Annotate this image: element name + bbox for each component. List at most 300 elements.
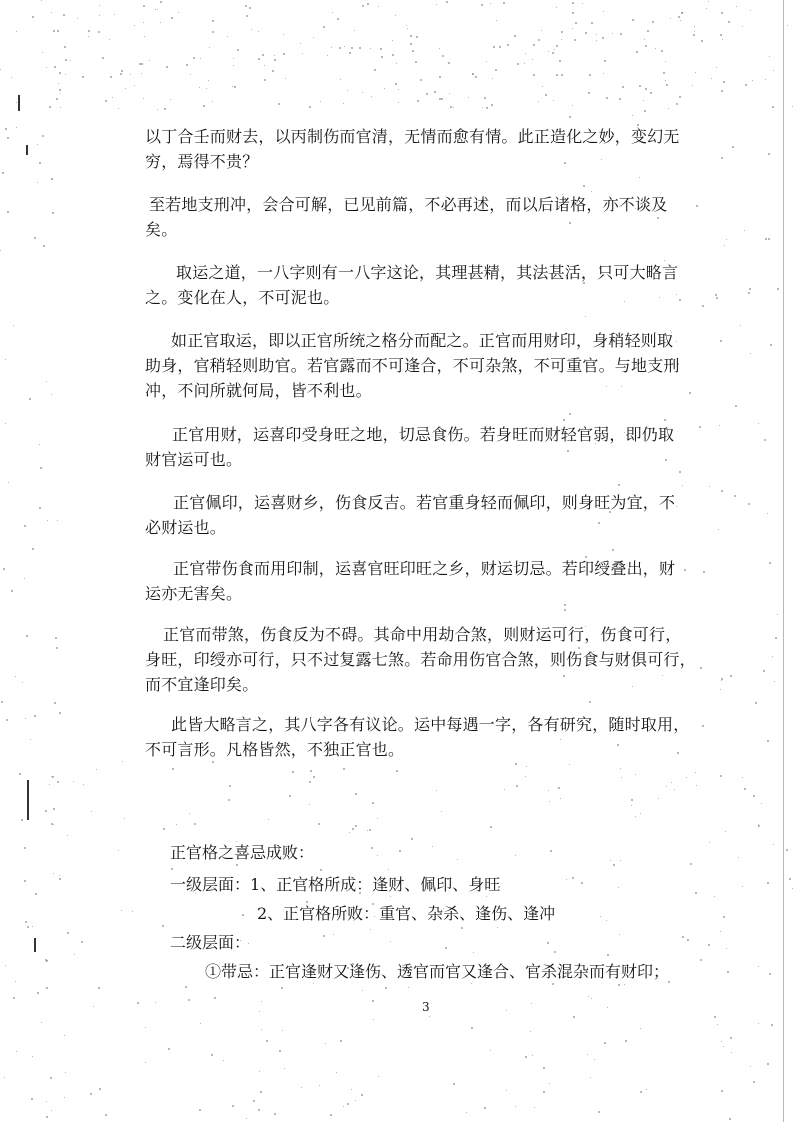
scan-speckle	[16, 127, 17, 128]
scan-speckle	[199, 87, 200, 88]
scan-speckle	[434, 91, 436, 93]
scan-speckle	[575, 22, 577, 24]
scan-speckle	[51, 12, 52, 13]
scan-speckle	[11, 77, 12, 78]
scan-speckle	[0, 250, 1, 251]
scan-speckle	[81, 941, 83, 943]
scan-speckle	[46, 987, 48, 989]
scan-speckle	[8, 482, 9, 483]
text-line: 至若地支刑冲，会合可解，已见前篇，不必再述，而以后诸格，亦不谈及	[149, 195, 668, 214]
scan-speckle	[121, 70, 123, 72]
scan-speckle	[461, 927, 463, 929]
paragraph-9	[145, 712, 745, 762]
scan-speckle	[58, 83, 59, 84]
scan-speckle	[769, 56, 770, 57]
scan-speckle	[558, 787, 560, 789]
scan-speckle	[37, 144, 38, 145]
scan-speckle	[369, 829, 371, 831]
scan-speckle	[157, 9, 158, 10]
scan-speckle	[372, 1000, 374, 1002]
scan-speckle	[301, 1087, 302, 1088]
scan-speckle	[67, 835, 68, 836]
scan-speckle	[125, 88, 126, 89]
scan-speckle	[543, 1091, 545, 1093]
scan-speckle	[644, 110, 646, 112]
scan-speckle	[516, 785, 518, 787]
scan-speckle	[547, 942, 549, 944]
scan-speckle	[492, 78, 493, 79]
scan-speckle	[602, 37, 604, 39]
scan-speckle	[769, 973, 771, 975]
scan-speckle	[432, 846, 433, 847]
binding-edge-mark	[26, 145, 28, 155]
scan-speckle	[309, 106, 311, 108]
scan-speckle	[493, 46, 495, 48]
scan-speckle	[610, 860, 611, 861]
scan-speckle	[40, 467, 42, 469]
scan-speckle	[792, 106, 793, 107]
scan-speckle	[604, 60, 606, 62]
paragraph-3	[145, 260, 745, 310]
scan-speckle	[347, 90, 348, 91]
scan-speckle	[727, 971, 729, 973]
scan-speckle	[441, 811, 442, 812]
scan-speckle	[504, 789, 505, 790]
scan-speckle	[665, 61, 666, 62]
scan-speckle	[332, 12, 333, 13]
scan-speckle	[441, 98, 443, 100]
scan-speckle	[24, 847, 26, 849]
scan-speckle	[359, 47, 361, 49]
scan-speckle	[309, 781, 311, 783]
text-line: 身旺，印绶亦可行，只不过复露七煞。若命用伤官合煞，则伤食与财俱可行，	[145, 650, 696, 669]
scan-speckle	[246, 15, 248, 17]
scan-speckle	[680, 20, 681, 21]
scan-speckle	[362, 5, 364, 7]
scan-speckle	[572, 105, 573, 106]
scan-speckle	[590, 1077, 591, 1078]
scan-speckle	[724, 245, 725, 246]
scan-speckle	[619, 98, 621, 100]
scan-speckle	[190, 74, 191, 75]
text-line: 取运之道，一八字则有一八字这论，其理甚精，其法甚活，只可大略言	[176, 263, 679, 282]
scan-speckle	[395, 83, 397, 85]
scan-speckle	[59, 875, 60, 876]
scan-speckle	[448, 62, 450, 64]
scan-speckle	[164, 108, 166, 110]
outline-level2-item1: ①带忌：正官逢财又逢伤、透官而官又逢合、官杀混杂而有财印；	[205, 962, 670, 981]
scan-speckle	[378, 6, 379, 7]
scan-speckle	[59, 89, 61, 91]
scan-speckle	[604, 1042, 606, 1044]
scan-speckle	[325, 1043, 326, 1044]
scan-speckle	[676, 103, 678, 105]
scan-speckle	[73, 781, 74, 782]
scan-speckle	[549, 1083, 550, 1084]
scan-speckle	[5, 965, 6, 966]
scan-speckle	[166, 66, 168, 68]
scan-speckle	[56, 98, 58, 100]
scan-speckle	[694, 26, 695, 27]
scan-speckle	[549, 801, 550, 802]
binding-edge-mark	[18, 95, 20, 111]
scan-speckle	[742, 26, 743, 27]
scan-speckle	[735, 405, 737, 407]
scan-speckle	[687, 939, 689, 941]
scan-speckle	[636, 51, 638, 53]
scan-speckle	[655, 48, 656, 49]
scan-speckle	[162, 925, 164, 927]
scan-speckle	[758, 423, 759, 424]
scan-speckle	[674, 789, 675, 790]
scan-speckle	[392, 40, 393, 41]
scan-speckle	[274, 55, 275, 56]
scan-speckle	[289, 795, 291, 797]
scan-speckle	[635, 774, 636, 775]
scan-speckle	[548, 51, 549, 52]
scan-speckle	[600, 916, 601, 917]
scan-speckle	[554, 951, 556, 953]
scan-speckle	[99, 5, 100, 6]
scan-speckle	[554, 49, 555, 50]
scan-speckle	[445, 947, 447, 949]
scan-speckle	[736, 6, 737, 7]
scan-speckle	[390, 896, 391, 897]
text-line: 矣。	[145, 220, 178, 239]
scan-speckle	[264, 79, 266, 81]
scan-speckle	[503, 2, 505, 4]
scan-speckle	[282, 1030, 283, 1031]
scan-speckle	[64, 46, 66, 48]
scan-speckle	[449, 93, 450, 94]
scan-speckle	[171, 17, 173, 19]
scan-speckle	[21, 819, 23, 821]
scan-speckle	[228, 799, 230, 801]
scan-speckle	[723, 1046, 724, 1047]
scan-speckle	[344, 46, 345, 47]
scan-speckle	[543, 1067, 545, 1069]
scan-speckle	[742, 886, 743, 887]
scan-speckle	[564, 609, 566, 611]
scan-speckle	[227, 36, 228, 37]
scan-speckle	[371, 847, 373, 849]
scan-speckle	[98, 987, 100, 989]
scan-speckle	[531, 1003, 532, 1004]
scan-speckle	[327, 55, 328, 56]
scan-speckle	[7, 137, 9, 139]
scan-speckle	[200, 58, 201, 59]
scan-speckle	[561, 31, 563, 33]
scan-speckle	[721, 1090, 723, 1092]
scan-speckle	[750, 10, 751, 11]
scan-speckle	[16, 1051, 17, 1052]
scan-speckle	[490, 3, 491, 4]
scan-speckle	[742, 777, 743, 778]
scan-speckle	[472, 73, 474, 75]
scan-speckle	[5, 128, 7, 130]
scan-speckle	[738, 857, 739, 858]
scan-speckle	[716, 67, 717, 68]
scan-speckle	[178, 12, 179, 13]
scan-speckle	[355, 793, 357, 795]
text-line: 以丁合壬而财去，以丙制伤而官清，无情而愈有情。此正造化之妙，变幻无	[145, 127, 680, 146]
scan-speckle	[53, 808, 55, 810]
scan-speckle	[5, 423, 6, 424]
scan-speckle	[786, 849, 788, 851]
scan-speckle	[352, 828, 354, 830]
scan-speckle	[486, 896, 487, 897]
scan-speckle	[439, 48, 440, 49]
scan-speckle	[60, 107, 61, 108]
scan-speckle	[588, 996, 589, 997]
scan-speckle	[708, 1, 709, 2]
scan-speckle	[340, 1040, 342, 1042]
scan-speckle	[143, 98, 144, 99]
text-line: 不可言形。凡格皆然，不独正官也。	[145, 740, 405, 759]
scan-speckle	[2, 172, 4, 174]
scan-speckle	[721, 12, 723, 14]
scan-speckle	[765, 238, 767, 240]
scan-speckle	[563, 419, 565, 421]
binding-edge-mark	[34, 938, 36, 952]
scan-speckle	[588, 92, 590, 94]
scan-speckle	[768, 153, 770, 155]
scan-speckle	[349, 52, 351, 54]
scan-speckle	[482, 107, 483, 108]
scan-speckle	[121, 910, 122, 911]
scan-speckle	[572, 28, 573, 29]
scan-speckle	[730, 1037, 732, 1039]
scan-speckle	[114, 14, 115, 15]
scan-speckle	[3, 568, 5, 570]
scan-speckle	[170, 99, 171, 100]
scan-speckle	[767, 740, 769, 742]
scan-speckle	[5, 359, 6, 360]
scan-speckle	[186, 64, 188, 66]
scan-speckle	[41, 0, 42, 1]
scan-speckle	[643, 100, 644, 101]
scan-speckle	[603, 73, 604, 74]
scan-speckle	[232, 86, 233, 87]
scan-speckle	[371, 96, 372, 97]
scan-speckle	[560, 798, 561, 799]
scan-speckle	[706, 8, 707, 9]
scan-speckle	[262, 54, 264, 56]
scan-speckle	[772, 106, 774, 108]
scan-speckle	[666, 84, 668, 86]
scan-speckle	[569, 116, 571, 118]
scan-speckle	[98, 31, 100, 33]
scan-speckle	[538, 101, 539, 102]
scan-speckle	[194, 823, 196, 825]
scan-speckle	[283, 53, 285, 55]
scan-speckle	[607, 1007, 608, 1008]
scan-speckle	[59, 712, 61, 714]
scan-speckle	[621, 777, 622, 778]
scan-speckle	[31, 1098, 33, 1100]
scan-speckle	[556, 74, 558, 76]
scan-speckle	[701, 40, 703, 42]
scan-speckle	[261, 1029, 262, 1030]
scan-speckle	[753, 1081, 755, 1083]
scan-speckle	[137, 1002, 139, 1004]
scan-speckle	[585, 32, 587, 34]
scan-speckle	[406, 25, 407, 26]
scan-speckle	[556, 45, 558, 47]
scan-speckle	[453, 1083, 455, 1085]
scan-speckle	[245, 5, 247, 7]
scan-speckle	[232, 1105, 234, 1107]
scan-speckle	[589, 74, 591, 76]
scan-speckle	[284, 1068, 285, 1069]
scan-speckle	[714, 896, 715, 897]
scan-speckle	[665, 80, 666, 81]
scan-speckle	[53, 824, 54, 825]
text-line: 正官带伤食而用印制，运喜官旺印旺之乡，财运切忌。若印绶叠出，财	[173, 559, 676, 578]
scan-speckle	[594, 1059, 595, 1060]
scan-speckle	[644, 39, 645, 40]
scan-speckle	[63, 14, 65, 16]
scan-speckle	[118, 108, 119, 109]
scan-speckle	[700, 959, 702, 961]
scan-speckle	[26, 635, 28, 637]
scan-speckle	[157, 109, 158, 110]
scan-speckle	[258, 58, 260, 60]
scan-speckle	[43, 245, 45, 247]
scan-speckle	[34, 715, 36, 717]
scan-speckle	[211, 1054, 213, 1056]
scan-speckle	[396, 770, 398, 772]
scan-speckle	[4, 1077, 5, 1078]
text-line: 正官佩印，运喜财乡，伤食反吉。若官重身轻而佩印，则身旺为宜，不	[173, 493, 676, 512]
scan-speckle	[24, 578, 25, 579]
scan-speckle	[620, 860, 621, 861]
scan-speckle	[645, 88, 647, 90]
scan-speckle	[457, 859, 458, 860]
scan-speckle	[696, 785, 697, 786]
scan-speckle	[65, 59, 67, 61]
scan-speckle	[679, 96, 681, 98]
scan-speckle	[49, 784, 50, 785]
scan-speckle	[370, 48, 371, 49]
scan-speckle	[639, 177, 640, 178]
scan-speckle	[412, 50, 414, 52]
scan-speckle	[109, 39, 110, 40]
scan-speckle	[39, 444, 40, 445]
scan-speckle	[46, 1101, 47, 1102]
text-line: 此皆大略言之，其八字各有议论。运中每遇一字，各有研究，随时取用，	[171, 715, 690, 734]
scan-speckle	[506, 1010, 507, 1011]
scan-speckle	[57, 781, 59, 783]
scan-speckle	[362, 92, 363, 93]
scan-speckle	[635, 816, 636, 817]
scan-speckle	[640, 1028, 641, 1029]
scan-speckle	[622, 86, 624, 88]
scan-speckle	[102, 57, 104, 59]
scan-speckle	[361, 1094, 363, 1096]
scan-speckle	[589, 701, 591, 703]
scan-speckle	[214, 997, 216, 999]
scan-speckle	[320, 101, 321, 102]
scan-speckle	[569, 413, 571, 415]
scan-speckle	[313, 983, 314, 984]
scan-speckle	[105, 1114, 107, 1116]
scan-speckle	[408, 987, 409, 988]
scan-speckle	[251, 29, 252, 30]
scan-speckle	[453, 107, 454, 108]
scan-speckle	[596, 40, 597, 41]
scan-speckle	[49, 106, 51, 108]
scan-speckle	[45, 810, 47, 812]
scan-speckle	[377, 855, 378, 856]
scan-speckle	[349, 832, 350, 833]
scan-speckle	[30, 739, 31, 740]
scan-speckle	[550, 850, 552, 852]
scan-speckle	[524, 63, 525, 64]
scan-speckle	[714, 1016, 716, 1018]
scan-speckle	[380, 48, 382, 50]
scan-speckle	[372, 802, 374, 804]
scan-speckle	[407, 28, 408, 29]
scan-speckle	[758, 966, 759, 967]
scan-speckle	[370, 929, 371, 930]
scan-speckle	[514, 35, 516, 37]
scan-speckle	[721, 90, 723, 92]
scan-speckle	[27, 926, 29, 928]
scan-speckle	[517, 63, 519, 65]
scan-speckle	[185, 986, 187, 988]
scan-speckle	[110, 76, 112, 78]
scan-speckle	[236, 864, 238, 866]
scan-speckle	[446, 1, 448, 3]
scan-speckle	[631, 805, 632, 806]
scan-speckle	[120, 73, 122, 75]
scan-speckle	[694, 31, 695, 32]
scan-speckle	[70, 60, 71, 61]
scan-speckle	[47, 520, 48, 521]
scan-speckle	[507, 44, 509, 46]
scan-speckle	[723, 916, 725, 918]
scan-speckle	[390, 941, 391, 942]
scan-speckle	[11, 590, 13, 592]
scan-speckle	[259, 1071, 260, 1072]
scan-speckle	[670, 18, 671, 19]
scan-speckle	[491, 104, 493, 106]
scan-speckle	[709, 842, 710, 843]
scan-speckle	[155, 9, 156, 10]
scan-speckle	[0, 69, 1, 70]
scan-speckle	[486, 61, 487, 62]
scan-speckle	[209, 47, 210, 48]
text-line: 冲，不问所就何局，皆不利也。	[145, 381, 372, 400]
scan-speckle	[777, 288, 779, 290]
scan-speckle	[650, 92, 652, 94]
scan-speckle	[618, 887, 619, 888]
paragraph-4	[145, 328, 745, 403]
scan-speckle	[53, 873, 54, 874]
scan-speckle	[466, 1112, 467, 1113]
scan-speckle	[647, 30, 649, 32]
scan-speckle	[134, 25, 135, 26]
scan-speckle	[59, 878, 61, 880]
scan-speckle	[32, 16, 34, 18]
scan-speckle	[309, 804, 310, 805]
scan-speckle	[160, 22, 161, 23]
scan-speckle	[340, 79, 341, 80]
scan-speckle	[646, 1089, 647, 1090]
scan-speckle	[725, 831, 726, 832]
scan-speckle	[223, 1060, 224, 1061]
